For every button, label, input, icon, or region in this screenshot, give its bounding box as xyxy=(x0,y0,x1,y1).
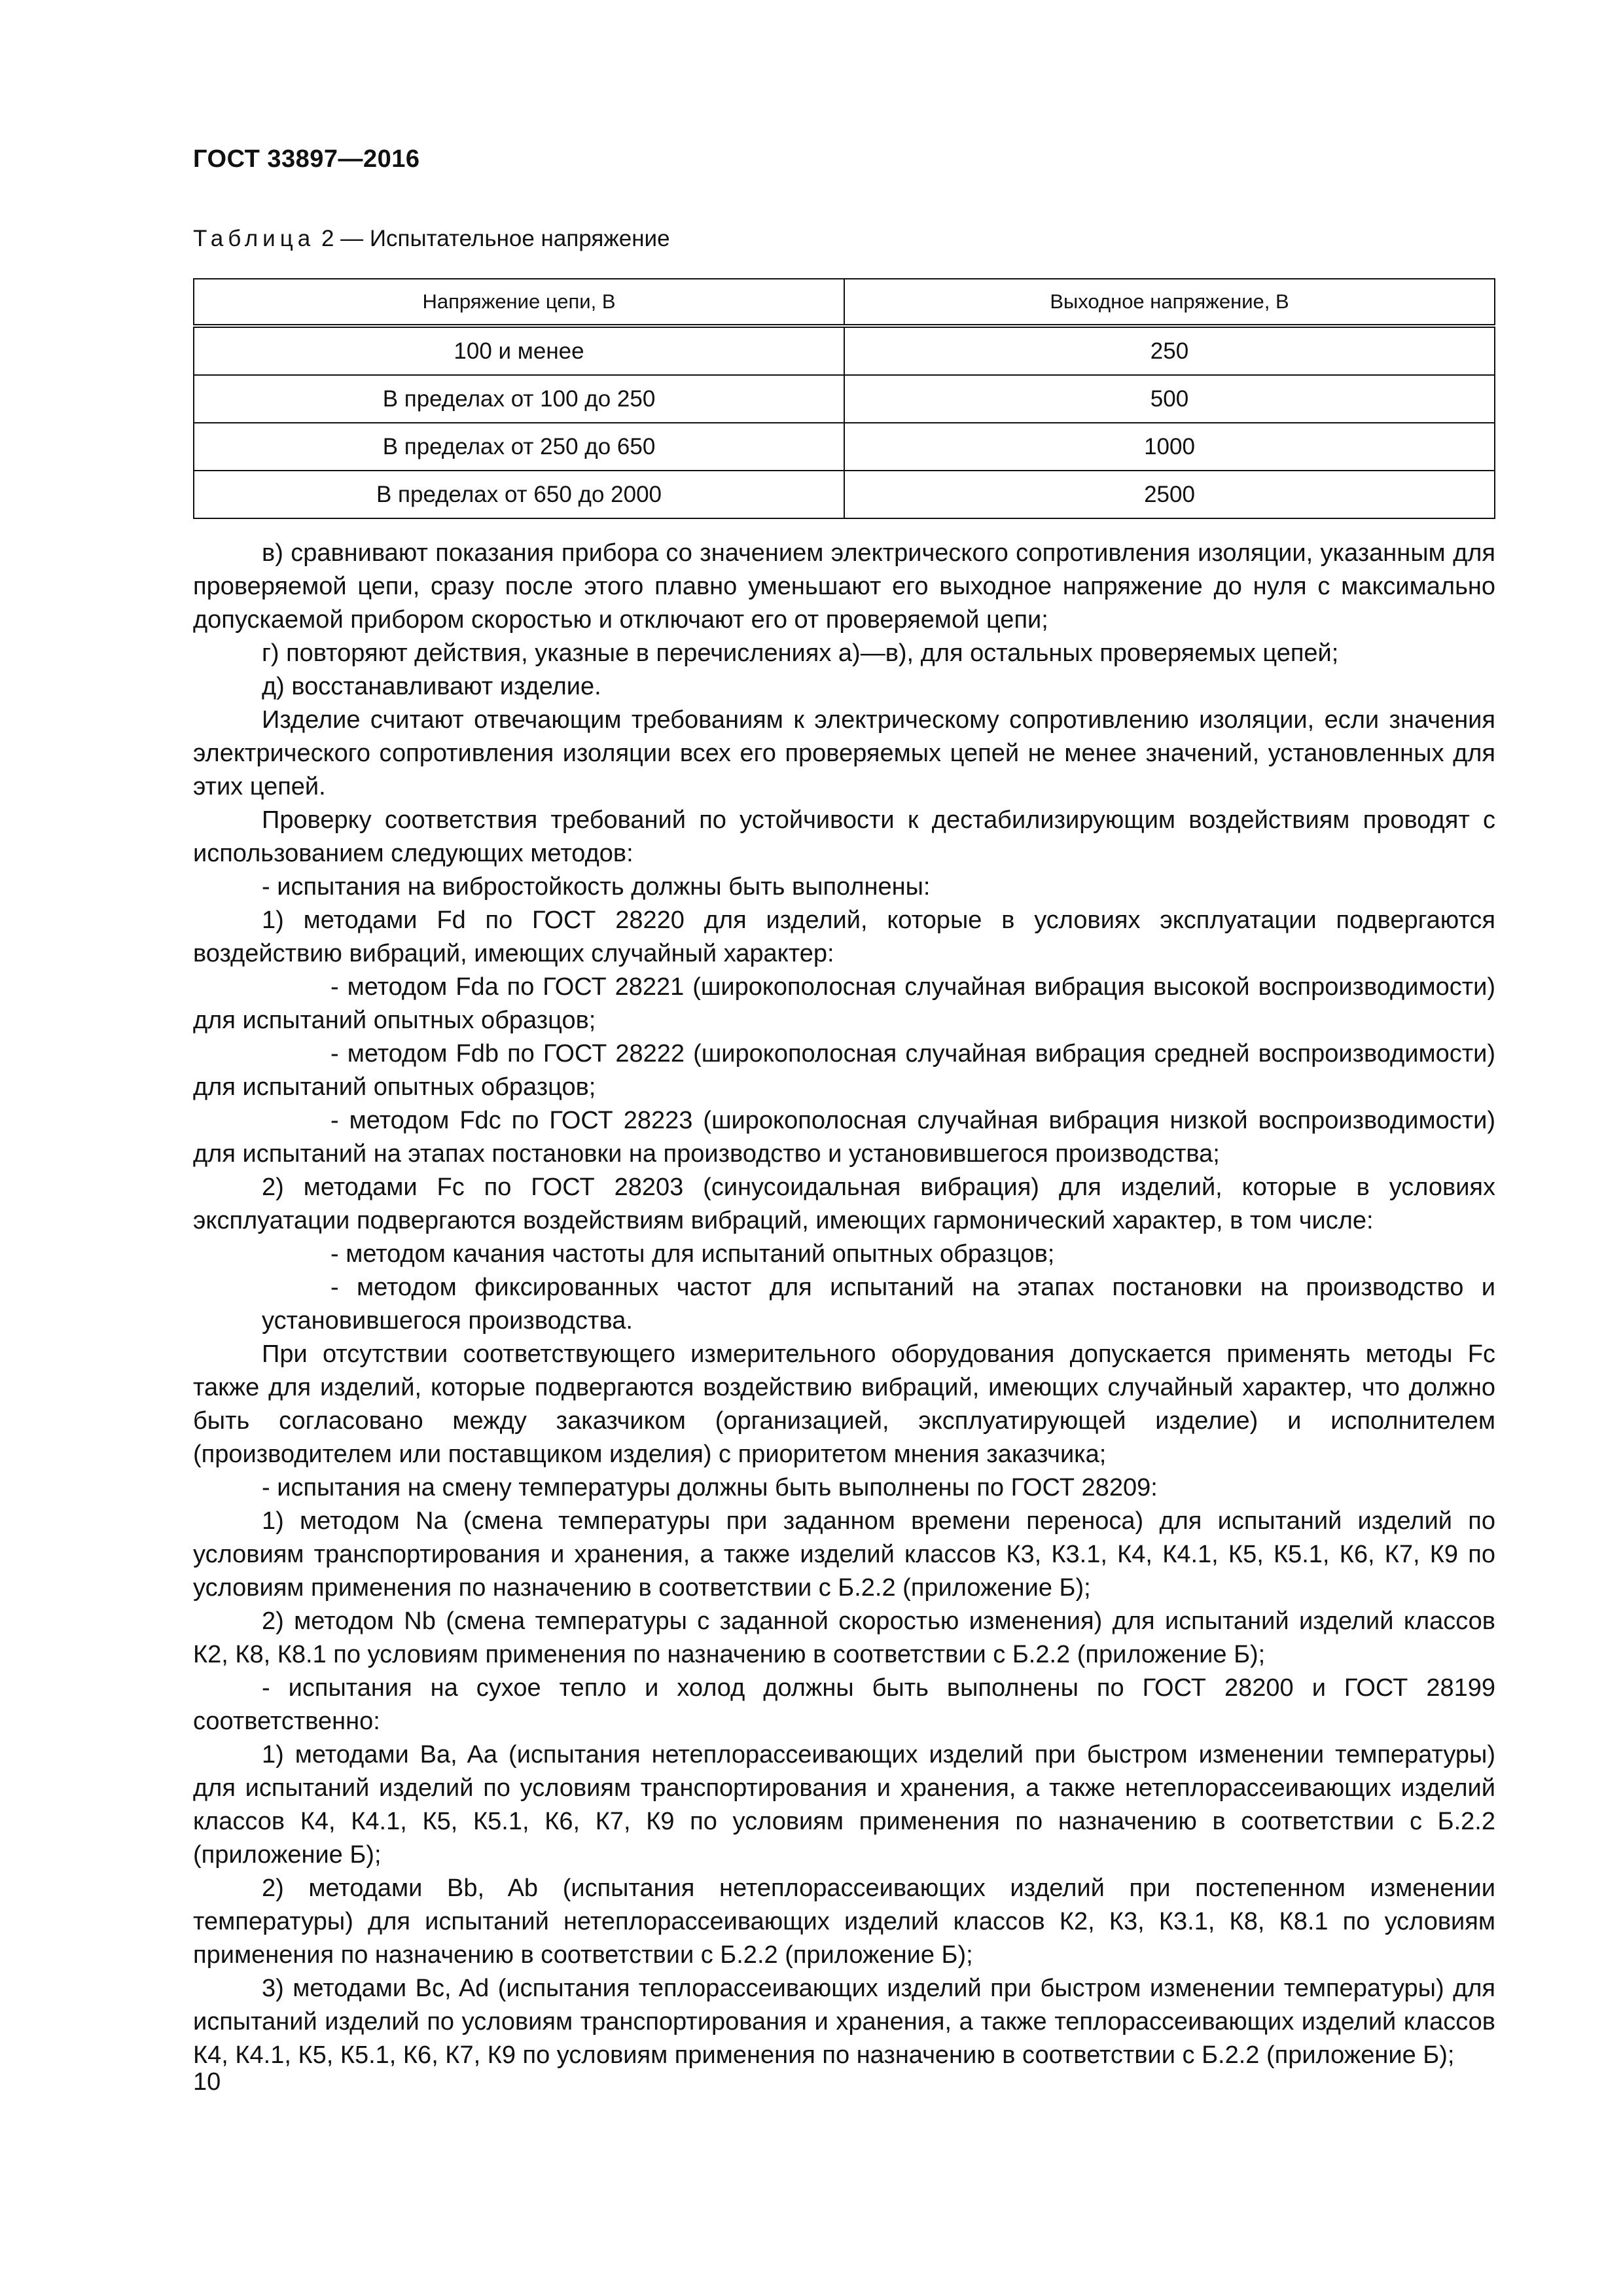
paragraph: 1) методом Na (смена температуры при заданном времени переноса) для испытаний изделий по условиям транспортирования и хранения, а также изделий классов К3, К3.1, К4, К4.1, К5, К5.1, К6, К7, К9 по условиям применения по назначению в соответствии с Б.2.2 (приложение Б); xyxy=(193,1507,1495,1602)
paragraph: - методом Fdb по ГОСТ 28222 (широкополосная случайная вибрация средней воспроизводимости) для испытаний опытных образцов; xyxy=(193,1040,1495,1101)
paragraph: д) восстанавливают изделие. xyxy=(262,673,601,700)
paragraph: - испытания на сухое тепло и холод должны быть выполнены по ГОСТ 28200 и ГОСТ 28199 соответственно: xyxy=(193,1674,1495,1735)
paragraph: 2) методами Bb, Ab (испытания нетеплорассеивающих изделий при постепенном изменении температуры) для испытаний нетеплорассеивающих изделий классов К2, К3, К3.1, К8, К8.1 по условиям применения по назначению в соответствии с Б.2.2 (приложение Б); xyxy=(193,1874,1495,1969)
paragraph: 2) методами Fc по ГОСТ 28203 (синусоидальная вибрация) для изделий, которые в условиях эксплуатации подвергаются воздействиям вибраций, имеющих гармонический характер, в том числе: xyxy=(193,1174,1495,1234)
table-cell: 1000 xyxy=(844,423,1495,471)
column-header-circuit-voltage: Напряжение цепи, В xyxy=(194,279,844,326)
table-cell: В пределах от 650 до 2000 xyxy=(194,471,844,518)
paragraph: Изделие считают отвечающим требованиям к электрическому сопротивлению изоляции, если значения электрического сопротивления изоляции всех его проверяемых цепей не менее значений, установленных для этих цепей. xyxy=(193,706,1495,800)
page-number: 10 xyxy=(193,2068,221,2096)
body-text xyxy=(193,537,1495,2072)
column-header-output-voltage: Выходное напряжение, В xyxy=(844,279,1495,326)
table-row xyxy=(194,375,1495,423)
paragraph: Проверку соответствия требований по устойчивости к дестабилизирующим воздействиям проводят с использованием следующих методов: xyxy=(193,806,1495,867)
paragraph: г) повторяют действия, указные в перечислениях а)—в), для остальных проверяемых цепей; xyxy=(262,639,1339,667)
paragraph: 3) методами Bc, Ad (испытания теплорассеивающих изделий при быстром изменении температуры) для испытаний изделий по условиям транспортирования и хранения, а также теплорассеивающих изделий классов К4, К4.1, К5, К5.1, К6, К7, К9 по условиям применения по назначению в соответствии с Б.2.2 (приложение Б); xyxy=(193,1975,1495,2069)
table-cell: 500 xyxy=(844,375,1495,423)
table-caption-title: 2 — Испытательное напряжение xyxy=(315,226,670,251)
table-cell: В пределах от 100 до 250 xyxy=(194,375,844,423)
table-row xyxy=(194,326,1495,375)
table-cell: 100 и менее xyxy=(194,326,844,375)
table-caption xyxy=(193,226,670,252)
paragraph: - методом качания частоты для испытаний опытных образцов; xyxy=(330,1240,1055,1268)
paragraph: 1) методами Fd по ГОСТ 28220 для изделий, которые в условиях эксплуатации подвергаются воздействию вибраций, имеющих случайный характер: xyxy=(193,906,1495,967)
table-row xyxy=(194,471,1495,518)
paragraph: в) сравнивают показания прибора со значением электрического сопротивления изоляции, указанным для проверяемой цепи, сразу после этого плавно уменьшают его выходное напряжение до нуля с максимально допускаемой прибором скоростью и отключают его от проверяемой цепи; xyxy=(193,539,1495,634)
table-cell: 250 xyxy=(844,326,1495,375)
paragraph: - методом фиксированных частот для испытаний на этапах постановки на производство и установившегося производства. xyxy=(262,1274,1495,1335)
paragraph: 2) методом Nb (смена температуры с заданной скоростью изменения) для испытаний изделий классов К2, К8, К8.1 по условиям применения по назначению в соответствии с Б.2.2 (приложение Б); xyxy=(193,1607,1495,1668)
paragraph: - методом Fda по ГОСТ 28221 (широкополосная случайная вибрация высокой воспроизводимости) для испытаний опытных образцов; xyxy=(193,973,1495,1034)
paragraph: 1) методами Ba, Aa (испытания нетеплорассеивающих изделий при быстром изменении температуры) для испытаний изделий по условиям транспортирования и хранения, а также нетеплорассеивающих изделий классов К4, К4.1, К5, К5.1, К6, К7, К9 по условиям применения по назначению в соответствии с Б.2.2 (приложение Б); xyxy=(193,1741,1495,1869)
table-cell: В пределах от 250 до 650 xyxy=(194,423,844,471)
table-caption-label: Таблица xyxy=(193,226,315,251)
test-voltage-table xyxy=(193,278,1495,519)
table-cell: 2500 xyxy=(844,471,1495,518)
paragraph: При отсутствии соответствующего измерительного оборудования допускается применять методы Fc также для изделий, которые подвергаются воздействию вибраций, имеющих случайный характер, что должно быть согласовано между заказчиком (организацией, эксплуатирующей изделие) и исполнителем (производителем или поставщиком изделия) с приоритетом мнения заказчика; xyxy=(193,1340,1495,1468)
paragraph: - испытания на вибростойкость должны быть выполнены: xyxy=(262,873,931,901)
table-header-row xyxy=(194,279,1495,326)
paragraph: - методом Fdc по ГОСТ 28223 (широкополосная случайная вибрация низкой воспроизводимости) для испытаний на этапах постановки на производство и установившегося производства; xyxy=(193,1107,1495,1168)
table-row xyxy=(194,423,1495,471)
paragraph: - испытания на смену температуры должны быть выполнены по ГОСТ 28209: xyxy=(262,1474,1158,1501)
document-header: ГОСТ 33897—2016 xyxy=(193,145,420,173)
